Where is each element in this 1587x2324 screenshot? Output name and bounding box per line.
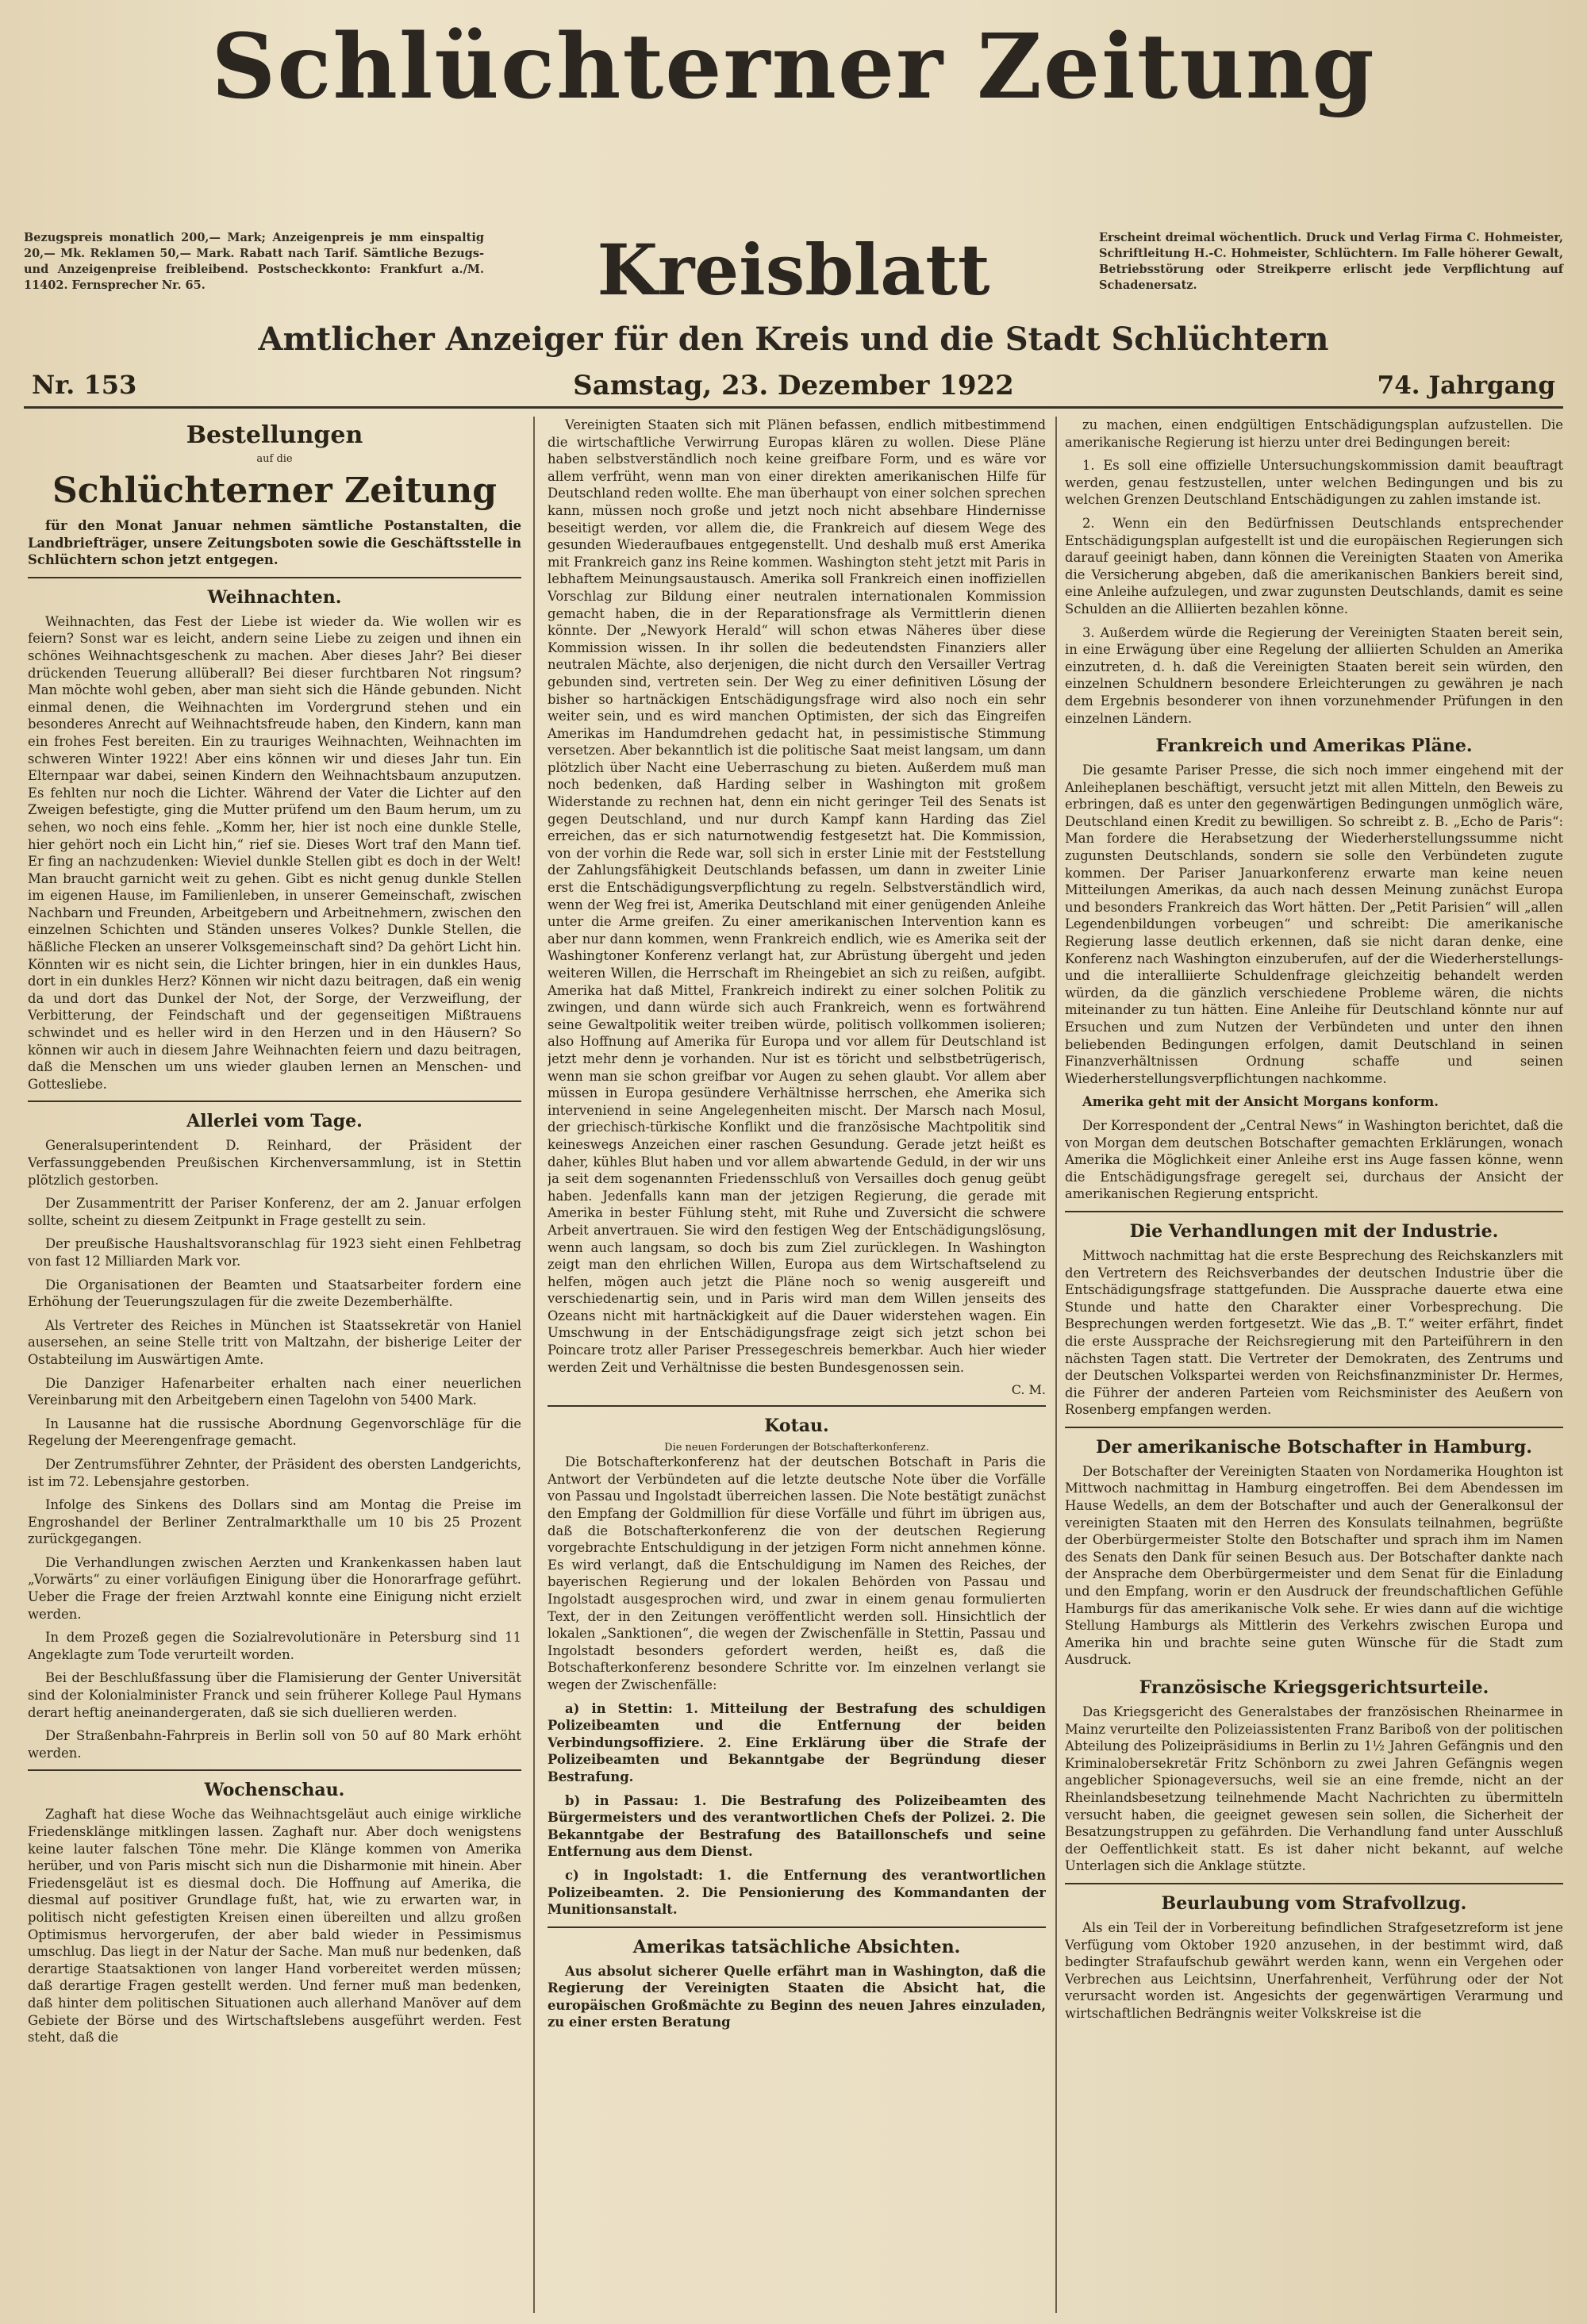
industrie-title: Die Verhandlungen mit der Industrie.: [1129, 1220, 1499, 1242]
article-paragraph: Die Botschafterkonferenz hat der deutschen Botschaft in Paris die Antwort der Verbündeten auf die letzte deutsche Note über die Vorfälle von Passau und Ingolstadt überreichen lassen. Die Note bestätigt zunächst den Empfang der Goldmillion für diese Vorfälle und führt im übrigen aus, daß die Botschafterkonferenz die von der deutschen Regierung vorgebrachte Entschuldigung in der jetzigen Form nicht annehmen könne. Es wird verlangt, daß die Entschuldigung im Namen des Reiches, der bayerischen Regierung und der lokalen Behörden von Passau und Ingolstadt ausgesprochen wird, und zwar in einem genau formulierten Text, der in den Zeitungen veröffentlicht werden soll. Hinsichtlich der lokalen „Sanktionen“, die wegen der Zwischenfälle in Stettin, Passau und Ingolstadt besonders gefordert werden, heißt es, daß die Botschafterkonferenz besondere Schritte vor. Im einzelnen verlangt sie wegen der Zwischenfälle:: [548, 1454, 1046, 1692]
column-1: [28, 417, 521, 2313]
divider: [1065, 1883, 1563, 1884]
article-paragraph: 3. Außerdem würde die Regierung der Vereinigten Staaten bereit sein, in eine Erwägung über eine Regelung der alliierten Schulden an Amerika einzutreten, d. h. daß die Vereinigten Staaten bereit sein würden, den einzelnen Schuldnern besondere Erleichterungen zu gewähren je nach dem Ergebnis besonderer von ihnen vorzunehmender Prüfungen in den einzelnen Ländern.: [1065, 624, 1563, 726]
kotau-subtitle: Die neuen Forderungen der Botschafterkonferenz.: [664, 1442, 929, 1454]
article-paragraph: 1. Es soll eine offizielle Untersuchungskommission damit beauftragt werden, genau festzustellen, unter welchen Bedingungen und bis zu welchen Grenzen Deutschland Entschädigungen zu zahlen imstande ist.: [1065, 458, 1563, 508]
news-item: Bei der Beschlußfassung über die Flamisierung der Genter Universität sind der Kolonialminister Franck und sein früherer Kollege Paul Hymans derart heftig aneinandergeraten, daß sie sich duellieren werden.: [28, 1670, 521, 1720]
order-text: für den Monat Januar nehmen sämtliche Postanstalten, die Landbriefträger, unsere Zeitungsboten sowie die Geschäftsstelle in Schlüchtern schon jetzt entgegen.: [28, 518, 521, 568]
article-paragraph: Als ein Teil der in Vorbereitung befindlichen Strafgesetzreform ist jene Verfügung vom Oktober 1920 anzusehen, in der bestimmt wird, daß bedingter Strafaufschub gewährt werden kann, wenn ein Vergehen oder Verbrechen aus Leichtsinn, Unerfahrenheit, Verführung oder der Not verursacht worden ist. Angesichts der gegenwärtigen Verarmung und wirtschaftlichen Bedrängnis weiter Volkskreise ist die: [1065, 1919, 1563, 2021]
article-paragraph: zu machen, einen endgültigen Entschädigungsplan aufzustellen. Die amerikanische Regierung ist hierzu unter drei Bedingungen bereit:: [1065, 417, 1563, 450]
demand-item: c) in Ingolstadt: 1. die Entfernung des verantwortlichen Polizeibeamten. 2. Die Pensionierung des Kommandanten der Munitionsanstalt.: [548, 1867, 1046, 1918]
masthead-title: Schlüchterner Zeitung: [211, 15, 1376, 119]
article-paragraph: Das Kriegsgericht des Generalstabes der französischen Rheinarmee in Mainz verurteilte den Polizeiassistenten Franz Bariboß von der politischen Abteilung des Polizeipräsidiums in Berlin zu 1½ Jahren Gefängnis und den Kriminalobersekretär Fritz Schönborn zu zwei Jahren Gefängnis wegen angeblicher Spionageversuchs, weil sie an eine fremde, nicht an der Rheinlandsbesetzung teilnehmende Macht Nachrichten zu übermitteln versucht haben, die geeignet gewesen sein sollen, die Sicherheit der Besatzungstruppen zu gefährden. Die Verhandlung fand unter Ausschluß der Oeffentlichkeit statt. Es ist daher nicht bekannt, auf welche Unterlagen sich die Anklage stützte.: [1065, 1704, 1563, 1874]
amerika-title: Amerikas tatsächliche Absichten.: [632, 1936, 961, 1957]
article-paragraph: 2. Wenn ein den Bedürfnissen Deutschlands entsprechender Entschädigungsplan aufgestellt ist und die europäischen Regierungen sich darauf geeinigt haben, dann können die Vereinigten Staaten von Amerika die Versicherung abgeben, daß die amerikanischen Bankiers bereit sind, eine Anleihe aufzulegen, und zwar zugunsten Deutschlands, damit es seine Schulden an die Alliierten bezahlen könne.: [1065, 515, 1563, 617]
demand-item: a) in Stettin: 1. Mitteilung der Bestrafung des schuldigen Polizeibeamten und die Entfernung der beiden Verbindungsoffiziere. 2. Eine Erklärung über die Strafe der Polizeibeamten und Bekanntgabe der Begründung dieser Bestrafung.: [548, 1700, 1046, 1784]
article-paragraph: Der Botschafter der Vereinigten Staaten von Nordamerika Houghton ist Mittwoch nachmittag in Hamburg eingetroffen. Bei dem Abendessen im Hause Wedells, an dem der Botschafter und auch der Generalkonsul der vereinigten Staaten mit den Herren des Konsulats teilnahmen, begrüßte der Oberbürgermeister Stolte den Botschafter und sprach ihm im Namen des Senats den Dank für seinen Besuch aus. Der Botschafter dankte nach der Ansprache dem Oberbürgermeister und dem Senat für die Einladung und den Empfang, worin er den Ausdruck der freundschaftlichen Gefühle Hamburgs für das amerikanische Volk sehe. Er wies dann auf die wichtige Stellung Hamburgs als Mittlerin des Verkehrs zwischen Europa und Amerika hin und brachte seine guten Wünsche für die Stadt zum Ausdruck.: [1065, 1463, 1563, 1668]
volume-year: 74. Jahrgang: [1377, 371, 1555, 400]
masthead-subtitle: Kreisblatt: [597, 229, 990, 311]
article-paragraph: Der Korrespondent der „Central News“ in Washington berichtet, daß die von Morgan dem deutschen Botschafter gemachten Erklärungen, wonach Amerika die Möglichkeit einer Anleihe erst ins Auge fassen könne, wenn die Entschädigungsfrage geregelt sei, durchaus der Ansicht der amerikanischen Regierung entspricht.: [1065, 1117, 1563, 1202]
article-paragraph: Aus absolut sicherer Quelle erfährt man in Washington, daß die Regierung der Vereinigten Staaten die Absicht hat, die europäischen Großmächte zu Beginn des neuen Jahres einzuladen, zu einer ersten Beratung: [548, 1963, 1046, 2030]
demand-item: b) in Passau: 1. Die Bestrafung des Polizeibeamten des Bürgermeisters und des verantwortlichen Chefs der Polizei. 2. Die Bekanntgabe der Bestrafung des Bataillonschefs und seine Entfernung aus dem Dienst.: [548, 1792, 1046, 1860]
news-item: Der Zusammentritt der Pariser Konferenz, der am 2. Januar erfolgen sollte, scheint zu diesem Zeitpunkt in Frage gestellt zu sein.: [28, 1196, 521, 1228]
order-paper-name: Schlüchterner Zeitung: [52, 471, 497, 511]
divider: [28, 577, 521, 578]
kotau-title: Kotau.: [764, 1416, 829, 1437]
divider: [1065, 1427, 1563, 1428]
news-item: Generalsuperintendent D. Reinhard, der Präsident der Verfassunggebenden Preußischen Kirchenversammlung, ist in Stettin plötzlich gestorben.: [28, 1138, 521, 1188]
divider: [28, 1769, 521, 1771]
article-paragraph: Vereinigten Staaten sich mit Plänen befassen, endlich mitbestimmend die wirtschaftliche Verwirrung Europas klären zu wollen. Diese Pläne haben selbstverständlich noch keine greifbare Form, und es wäre vor allem verfrüht, wenn man von einer direkten amerikanischen Hilfe für Deutschland reden wollte. Ehe man überhaupt von einer solchen sprechen kann, müssen noch große und jetzt noch nicht absehbare Hindernisse beseitigt werden, vor allem die, die Frankreich auf diesem Wege des gesunden Wiederaufbaues entgegenstellt. Und deshalb muß erst Amerika mit Frankreich ganz ins Reine kommen. Washington steht jetzt mit Paris in lebhaftem Meinungsaustausch. Amerika soll Frankreich einen inoffiziellen Vorschlag zur Bildung einer neutralen internationalen Kommission gemacht haben, die in der Reparationsfrage als Vermittlerin dienen könnte. Der „Newyork Herald“ will schon etwas Näheres über diese Kommission wissen. In ihr sollen die bedeutendsten Finanziers aller neutralen Mächte, also derjenigen, die nicht durch den Versailler Vertrag gebunden sind, vertreten sein. Der Weg zu einer definitiven Lösung der bisher so hartnäckigen Entschädigungsfrage wird also noch ein sehr weiter sein, und es wird manchen Optimisten, der sich das Eingreifen Amerikas im Handumdrehen gedacht hat, in pessimistische Stimmung versetzen. Aber bekanntlich ist die politische Saat meist langsam, um dann plötzlich über Nacht eine Ueberraschung zu bieten. Außerdem muß man noch bedenken, daß Harding selber in Washington mit großem Widerstande zu rechnen hat, denn ein nicht geringer Teil des Senats ist gegen Deutschland, und nur durch Kampf kann Harding das Ziel erreichen, das er sich naturnotwendig festgesetzt hat. Die Kommission, von der vorhin die Rede war, soll sich in erster Linie mit der Feststellung der Zahlungsfähigkeit Deutschlands befassen, um dann in zweiter Linie erst die Entschädigungsverpflichtung zu regeln. Selbstverständlich wird, wenn der Weg frei ist, Amerika Deutschland mit einer genügenden Anleihe unter die Arme greifen. Zu einer amerikanischen Intervention kann es aber nur dann kommen, wenn Frankreich endlich, wie es Amerika seit der Washingtoner Konferenz verlangt hat, zur Abrüstung übergeht und jeden weiteren Willen, die Herrschaft im Rheingebiet an sich zu reißen, aufgibt. Amerika hat daß Mittel, Frankreich indirekt zu einer solchen Politik zu zwingen, und dann würde sich auch Frankreich, wenn es fortwährend seine Gewaltpolitik weiter treiben würde, politisch vollkommen isolieren; also Hoffnung auf Amerika für Europa und vor allem für Deutschland ist jetzt mehr denn je vorhanden. Nur ist es töricht und selbstbetrügerisch, wenn man sie schon greifbar vor Augen zu sehen glaubt. Vor allem aber müssen in Europa gesündere Verhältnisse herrschen, ehe Amerika sich interveniend in seine Angelegenheiten mischt. Der Marsch nach Mosul, der griechisch-türkische Konflikt und die französische Machtpolitik sind keineswegs Anzeichen einer raschen Gesundung. Gerade jetzt heißt es daher, kühles Blut haben und vor allem abwartende Geduld, in der wir uns ja seit dem sogenannten Friedensschluß von Versailles doch genug geübt haben. Jedenfalls kann man der jetzigen Regierung, die gerade mit Amerika in bester Fühlung steht, mit Ruhe und Zuversicht die schwere Arbeit anvertrauen. Sie wird den festigen Weg der Entschädigungslösung, wenn auch langsam, so doch bis zum Ziel zurücklegen. In Washington zeigt man den ehrlichen Willen, Europa aus dem Wirtschaftselend zu helfen, mögen auch jetzt die Pläne noch so wenig ausgereift und verschiedenartig sein, und in Paris wird man dem Willen jenseits des Ozeans nicht mit hartnäckigkeit auf die Dauer widerstehen wagen. Ein Umschwung in der Entschädigungsfrage zeigt sich jetzt schon bei Poincare trotz aller Pariser Pressegeschreis bemerkbar. Auch hier wieder werden Zeit und Verhältnisse die besten Bundesgenossen sein.: [548, 417, 1046, 1375]
dateline: [24, 367, 1563, 409]
column-rule: [533, 417, 535, 2313]
news-item: Die Verhandlungen zwischen Aerzten und Krankenkassen haben laut „Vorwärts“ zu einer vorläufigen Einigung über die Honorarfrage geführt. Ueber die Frage der freien Arztwahl konnte eine Einigung nicht erzielt werden.: [28, 1554, 521, 1622]
order-title: Bestellungen: [186, 421, 363, 449]
article-paragraph: Zaghaft hat diese Woche das Weihnachtsgeläut auch einige wirkliche Friedensklänge mitklingen lassen. Zaghaft nur. Aber doch wenigstens keine lauter falschen Töne mehr. Die Klänge kommen von Amerika herüber, und von Paris mischt sich nun die Disharmonie mit hinein. Aber Friedensgeläut ist es diesmal doch. Die Hoffnung auf Amerika, die diesmal auf positiver Grundlage fußt, hat, wie zu erwarten war, in politisch nicht gefestigten Kreisen einen übereilten und allzu großen Optimismus hervorgerufen, der aber bald wieder in Pessimismus umschlug. Das liegt in der Natur der Sache. Man muß nur bedenken, daß derartige Staatsaktionen von langer Hand vorbereitet werden müssen; daß derartige Fragen gestellt werden. Und ferner muß man bedenken, daß hinter dem politischen Situationen auch allerhand Manöver auf dem Gebiete der Börse und des Wirtschaftslebens ausgeführt werden. Fest steht, daß die: [28, 1807, 521, 2046]
author-signature: C. M.: [1011, 1382, 1046, 1398]
morgan-heading: Amerika geht mit der Ansicht Morgans konform.: [1082, 1094, 1439, 1110]
xmas-title: Weihnachten.: [207, 586, 342, 608]
subscription-info: Bezugspreis monatlich 200,— Mark; Anzeigenpreis je mm einspaltig 20,— Mk. Reklamen 50,— Mark. Rabatt nach Tarif. Sämtliche Bezugs- und Anzeigenpreise freibleibend. Postscheckkonto: Frankfurt a./M. 11402. Fernsprecher Nr. 65.: [24, 231, 484, 292]
news-item: Infolge des Sinkens des Dollars sind am Montag die Preise im Engroshandel der Berliner Zentralmarkthalle um 10 bis 25 Prozent zurückgegangen.: [28, 1497, 521, 1547]
divider: [1065, 1211, 1563, 1212]
column-2: [548, 417, 1046, 2313]
issue-number: Nr. 153: [32, 370, 137, 400]
publisher-info: Erscheint dreimal wöchentlich. Druck und Verlag Firma C. Hohmeister, Schriftleitung H.-C. Hohmeister, Schlüchtern. Im Falle höherer Gewalt, Betriebsstörung oder Streikperre erlischt jede Verpflichtung auf Schadenersatz.: [1099, 231, 1563, 292]
news-item: In dem Prozeß gegen die Sozialrevolutionäre in Petersburg sind 11 Angeklagte zum Tode verurteilt worden.: [28, 1630, 521, 1662]
allerlei-title: Allerlei vom Tage.: [186, 1111, 363, 1132]
news-item: Der Zentrumsführer Zehnter, der Präsident des obersten Landgerichts, ist im 72. Lebensjahre gestorben.: [28, 1456, 521, 1489]
column-3: [1065, 417, 1563, 2313]
article-paragraph: Weihnachten, das Fest der Liebe ist wieder da. Wie wollen wir es feiern? Sonst war es leicht, andern seine Liebe zu zeigen und ihnen ein schönes Weihnachtsgeschenk zu machen. Aber dieses Jahr? Bei dieser drückenden Teuerung allüberall? Bei dieser furchtbaren Not ringsum? Man möchte wohl geben, aber man sieht sich die Hände gebunden. Nicht einmal denen, die Weihnachten im Vordergrund stehen und ein besonderes Anrecht auf Weihnachtsfreude haben, den Kindern, kann man ein frohes Fest bereiten. Ein zu trauriges Weihnachten, Weihnachten im schweren Winter 1922! Aber eins können wir und dieses Jahr tun. Ein Elternpaar war dabei, seinen Kindern den Weihnachtsbaum anzuputzen. Es fehlten nur noch die Lichter. Während der Vater die Lichter auf den Zweigen befestigte, ging die Mutter prüfend um den Baum herum, um zu sehen, wo noch eins fehle. „Komm her, hier ist noch eine dunkle Stelle, hier gehört noch ein Licht hin,“ rief sie. Dieses Wort traf den Mann tief. Er fing an nachzudenken: Wieviel dunkle Stellen gibt es doch in der Welt! Man braucht garnicht weit zu gehen. Gibt es nicht genug dunkle Stellen im eigenen Hause, im Familienleben, in unserer Gemeinschaft, zwischen Nachbarn und Freunden, Arbeitgebern und Arbeitnehmern, zwischen den einzelnen Schichten und Ständen unseres Volkes? Dunkle Stellen, die häßliche Flecken an unserer Volksgemeinschaft sind? Da gehört Licht hin. Könnten wir es nicht sein, die Lichter bringen, hier in ein dunkles Haus, dort in ein dunkles Herz? Können wir nicht dazu beitragen, daß ein wenig da und dort das Dunkel der Not, der Sorge, der Verzweiflung, der Verbitterung, der Feindschaft und der gegenseitigen Mißtrauens schwindet und es heller wird in den Herzen und in den Häusern? So können wir auch in diesem Jahre Weihnachten feiern und dazu beitragen, daß die Menschen um uns wieder glauben lernen an Menschen- und Gottesliebe.: [28, 613, 521, 1092]
article-paragraph: Mittwoch nachmittag hat die erste Besprechung des Reichskanzlers mit den Vertretern des Reichsverbandes der deutschen Industrie über die Entschädigungsfrage stattgefunden. Die Aussprache dauerte etwa eine Stunde und hatte den Charakter einer Vorbesprechung. Die Besprechungen werden fortgesetzt. Wie das „B. T.“ weiter erfährt, findet die erste Aussprache der Reichsregierung mit den Parteiführern in den nächsten Tagen statt. Die Vertreter der Demokraten, des Zentrums und der Deutschen Volkspartei werden von Reichsfinanzminister Dr. Hermes, die Führer der anderen Parteien vom Reichsminister des Aeußern von Rosenberg empfangen werden.: [1065, 1247, 1563, 1418]
wochen-title: Wochenschau.: [204, 1780, 345, 1801]
order-sub: auf die: [256, 453, 293, 465]
fr-title: Frankreich und Amerikas Pläne.: [1155, 736, 1473, 757]
news-item: Die Danziger Hafenarbeiter erhalten nach einer neuerlichen Vereinbarung mit den Arbeitgebern einen Tagelohn von 5400 Mark.: [28, 1375, 521, 1408]
column-rule: [1055, 417, 1057, 2313]
issue-date: Samstag, 23. Dezember 1922: [573, 370, 1014, 401]
news-item: Als Vertreter des Reiches in München ist Staatssekretär von Haniel ausersehen, an seine Stelle tritt von Maltzahn, der bisherige Leiter der Ostabteilung im Auswärtigen Amte.: [28, 1317, 521, 1367]
article-paragraph: Die gesamte Pariser Presse, die sich noch immer eingehend mit der Anleiheplanen beschäftigt, versucht jetzt mit allen Mitteln, den Beweis zu erbringen, daß es unter den gegenwärtigen Bedingungen unmöglich wäre, Deutschland einen Kredit zu bewilligen. So schreibt z. B. „Echo de Paris“: Man fordere die Herabsetzung der Wiederherstellungssumme nicht zugunsten Deutschlands, sondern sie solle den Verbündeten zugute kommen. Der Pariser Januarkonferenz erwarte man keine neuen Mitteilungen Amerikas, da auch nach dessen Meinung zunächst Europa und besonders Frankreich das Wort hätten. Der „Petit Parisien“ will „allen Legendenbildungen vorbeugen“ und schreibt: Die amerikanische Regierung lasse deutlich erkennen, daß sie nicht daran denke, eine Konferenz nach Washington einzuberufen, auf der die Wiederherstellungs- und die interalliierte Schuldenfrage gleichzeitig behandelt werden würden, da die gänzlich verschiedene Probleme wären, die nichts miteinander zu tun hätten. Eine Anleihe für Deutschland könnte nur auf Ersuchen und zum Nutzen der Verbündeten und unter den ihnen beliebenden Bedingungen erfolgen, damit Deutschland in seinen Finanzverhältnissen Ordnung schaffe und seinen Wiederherstellungsverpflichtungen nachkomme.: [1065, 763, 1563, 1086]
divider: [548, 1405, 1046, 1407]
hamburg-title: Der amerikanische Botschafter in Hamburg.: [1096, 1436, 1532, 1458]
kriegsgericht-title: Französische Kriegsgerichtsurteile.: [1139, 1677, 1489, 1698]
news-item: In Lausanne hat die russische Abordnung Gegenvorschläge für die Regelung der Meerengenfrage gemacht.: [28, 1416, 521, 1449]
news-item: Der Straßenbahn-Fahrpreis in Berlin soll von 50 auf 80 Mark erhöht werden.: [28, 1728, 521, 1761]
beurlaubung-title: Beurlaubung vom Strafvollzug.: [1161, 1892, 1467, 1914]
news-item: Die Organisationen der Beamten und Staatsarbeiter fordern eine Erhöhung der Teuerungszulagen für die zweite Dezemberhälfte.: [28, 1277, 521, 1310]
divider: [28, 1101, 521, 1102]
divider: [548, 1926, 1046, 1928]
news-item: Der preußische Haushaltsvoranschlag für 1923 sieht einen Fehlbetrag von fast 12 Milliarden Mark vor.: [28, 1236, 521, 1269]
masthead-tagline: Amtlicher Anzeiger für den Kreis und die Stadt Schlüchtern: [258, 321, 1329, 358]
